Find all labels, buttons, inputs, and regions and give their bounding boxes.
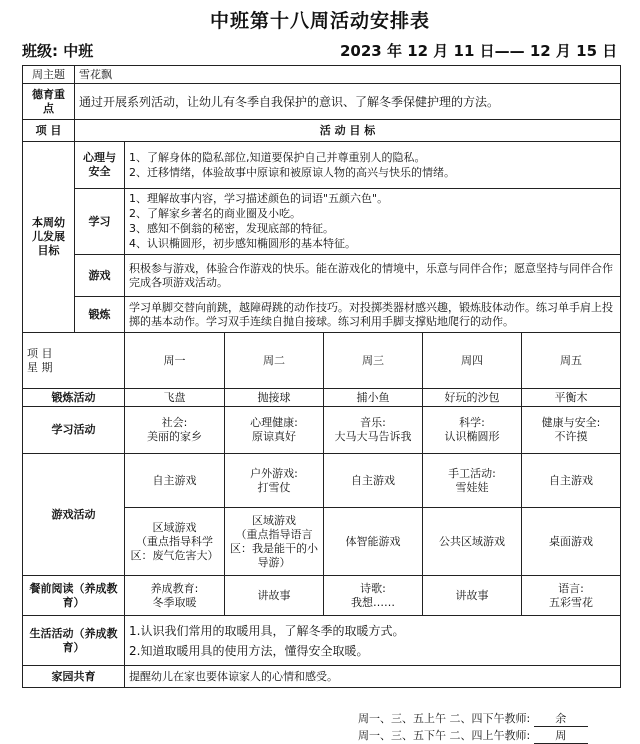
exercise-cell: 抛接球	[225, 389, 324, 407]
game-cell: 自主游戏	[125, 454, 225, 508]
exercise-cell: 平衡木	[522, 389, 621, 407]
family-text: 提醒幼儿在家也要体谅家人的心情和感受。	[125, 666, 621, 688]
goal-item: 4、认识椭圆形，初步感知椭圆形的基本特征。	[129, 237, 356, 250]
learning-cell: 心理健康: 原谅真好	[225, 407, 324, 454]
goal-item: 2、了解家乡著名的商业圈及小吃。	[129, 207, 301, 220]
goals-header: 活 动 目 标	[75, 120, 621, 142]
learning-cell: 科学: 认识椭圆形	[423, 407, 522, 454]
life-item: 1.认识我们常用的取暖用具，了解冬季的取暖方式。	[129, 623, 405, 638]
teacher-schedule: 周一、三、五上午 二、四下午教师:	[358, 712, 531, 725]
teacher-schedule: 周一、三、五下午 二、四上午教师:	[358, 729, 531, 742]
schedule-corner	[23, 333, 125, 389]
game-cell: 自主游戏	[522, 454, 621, 508]
life-list	[125, 616, 621, 666]
family-label: 家园共育	[23, 666, 125, 688]
reading-cell: 养成教育: 冬季取暖	[125, 576, 225, 616]
exercise-cell: 飞盘	[125, 389, 225, 407]
teacher-line	[358, 727, 588, 744]
goal-area: 心理与安全	[75, 142, 125, 189]
reading-cell: 讲故事	[225, 576, 324, 616]
reading-cell: 诗歌: 我想……	[324, 576, 423, 616]
learning-cell: 音乐: 大马大马告诉我	[324, 407, 423, 454]
goal-item: 积极参与游戏，体验合作游戏的快乐。能在游戏化的情境中，乐意与同伴合作；愿意坚持与同伴合作完成各项游戏活动。	[125, 255, 621, 297]
date-range: 2023 年 12 月 11 日—— 12 月 15 日	[340, 42, 618, 60]
game-cell: 公共区域游戏	[423, 508, 522, 576]
corner-item: 项 目	[27, 346, 53, 360]
schedule-table	[22, 65, 621, 688]
exercise-cell: 捕小鱼	[324, 389, 423, 407]
page-title: 中班第十八周活动安排表	[209, 10, 430, 32]
game-cell: 区域游戏 （重点指导语言区：我是能干的小导游）	[225, 508, 324, 576]
reading-cell: 语言: 五彩雪花	[522, 576, 621, 616]
exercise-cell: 好玩的沙包	[423, 389, 522, 407]
goals-item-header: 项 目	[23, 120, 75, 142]
life-item: 2.知道取暖用具的使用方法，懂得安全取暖。	[129, 643, 369, 658]
game-cell: 桌面游戏	[522, 508, 621, 576]
day-header: 周四	[423, 333, 522, 389]
life-label: 生活活动（养成教育）	[23, 616, 125, 666]
theme-label: 周主题	[23, 66, 75, 84]
learning-cell: 社会: 美丽的家乡	[125, 407, 225, 454]
exercise-label: 锻炼活动	[23, 389, 125, 407]
game-cell: 体智能游戏	[324, 508, 423, 576]
game-cell: 区域游戏 （重点指导科学区：废气危害大）	[125, 508, 225, 576]
goal-list-psych	[125, 142, 621, 189]
goal-item: 2、迁移情绪，体验故事中原谅和被原谅人物的高兴与快乐的情绪。	[129, 165, 455, 179]
goal-item: 学习单脚交替向前跳，越障碍跳的动作技巧。对投掷类器材感兴趣，锻炼肢体动作。练习单手肩上投掷的基本动作。学习双手连续自抛自接球。练习利用手脚支撑贴地爬行的动作。	[125, 297, 621, 333]
teacher-name: 周	[534, 727, 588, 744]
teacher-name: 余	[534, 710, 588, 727]
day-header: 周一	[125, 333, 225, 389]
day-header: 周二	[225, 333, 324, 389]
moral-label: 德育重点	[23, 84, 75, 120]
goal-area: 学习	[75, 189, 125, 255]
game-cell: 户外游戏: 打雪仗	[225, 454, 324, 508]
moral-text: 通过开展系列活动，让幼儿有冬季自我保护的意识、了解冬季保健护理的方法。	[75, 84, 621, 120]
goal-item: 3、感知不倒翁的秘密，发现底部的特征。	[129, 222, 334, 235]
goal-area: 游戏	[75, 255, 125, 297]
week-goals-label: 本周幼儿发展目标	[23, 142, 75, 333]
games-label: 游戏活动	[23, 454, 125, 576]
goal-item: 1、理解故事内容，学习描述颜色的词语"五颜六色"。	[129, 192, 389, 205]
goal-list-learning	[125, 189, 621, 255]
reading-label: 餐前阅读（养成教育）	[23, 576, 125, 616]
theme-value: 雪花飘	[75, 66, 621, 84]
class-label: 班级: 中班	[22, 42, 94, 60]
day-header: 周五	[522, 333, 621, 389]
reading-cell: 讲故事	[423, 576, 522, 616]
learning-label: 学习活动	[23, 407, 125, 454]
day-header: 周三	[324, 333, 423, 389]
game-cell: 自主游戏	[324, 454, 423, 508]
corner-weekday: 星 期	[27, 360, 53, 374]
goal-item: 1、了解身体的隐私部位,知道要保护自己并尊重别人的隐私。	[129, 150, 426, 164]
game-cell: 手工活动: 雪娃娃	[423, 454, 522, 508]
learning-cell: 健康与安全: 不许摸	[522, 407, 621, 454]
teacher-line	[358, 710, 588, 727]
goal-area: 锻炼	[75, 297, 125, 333]
